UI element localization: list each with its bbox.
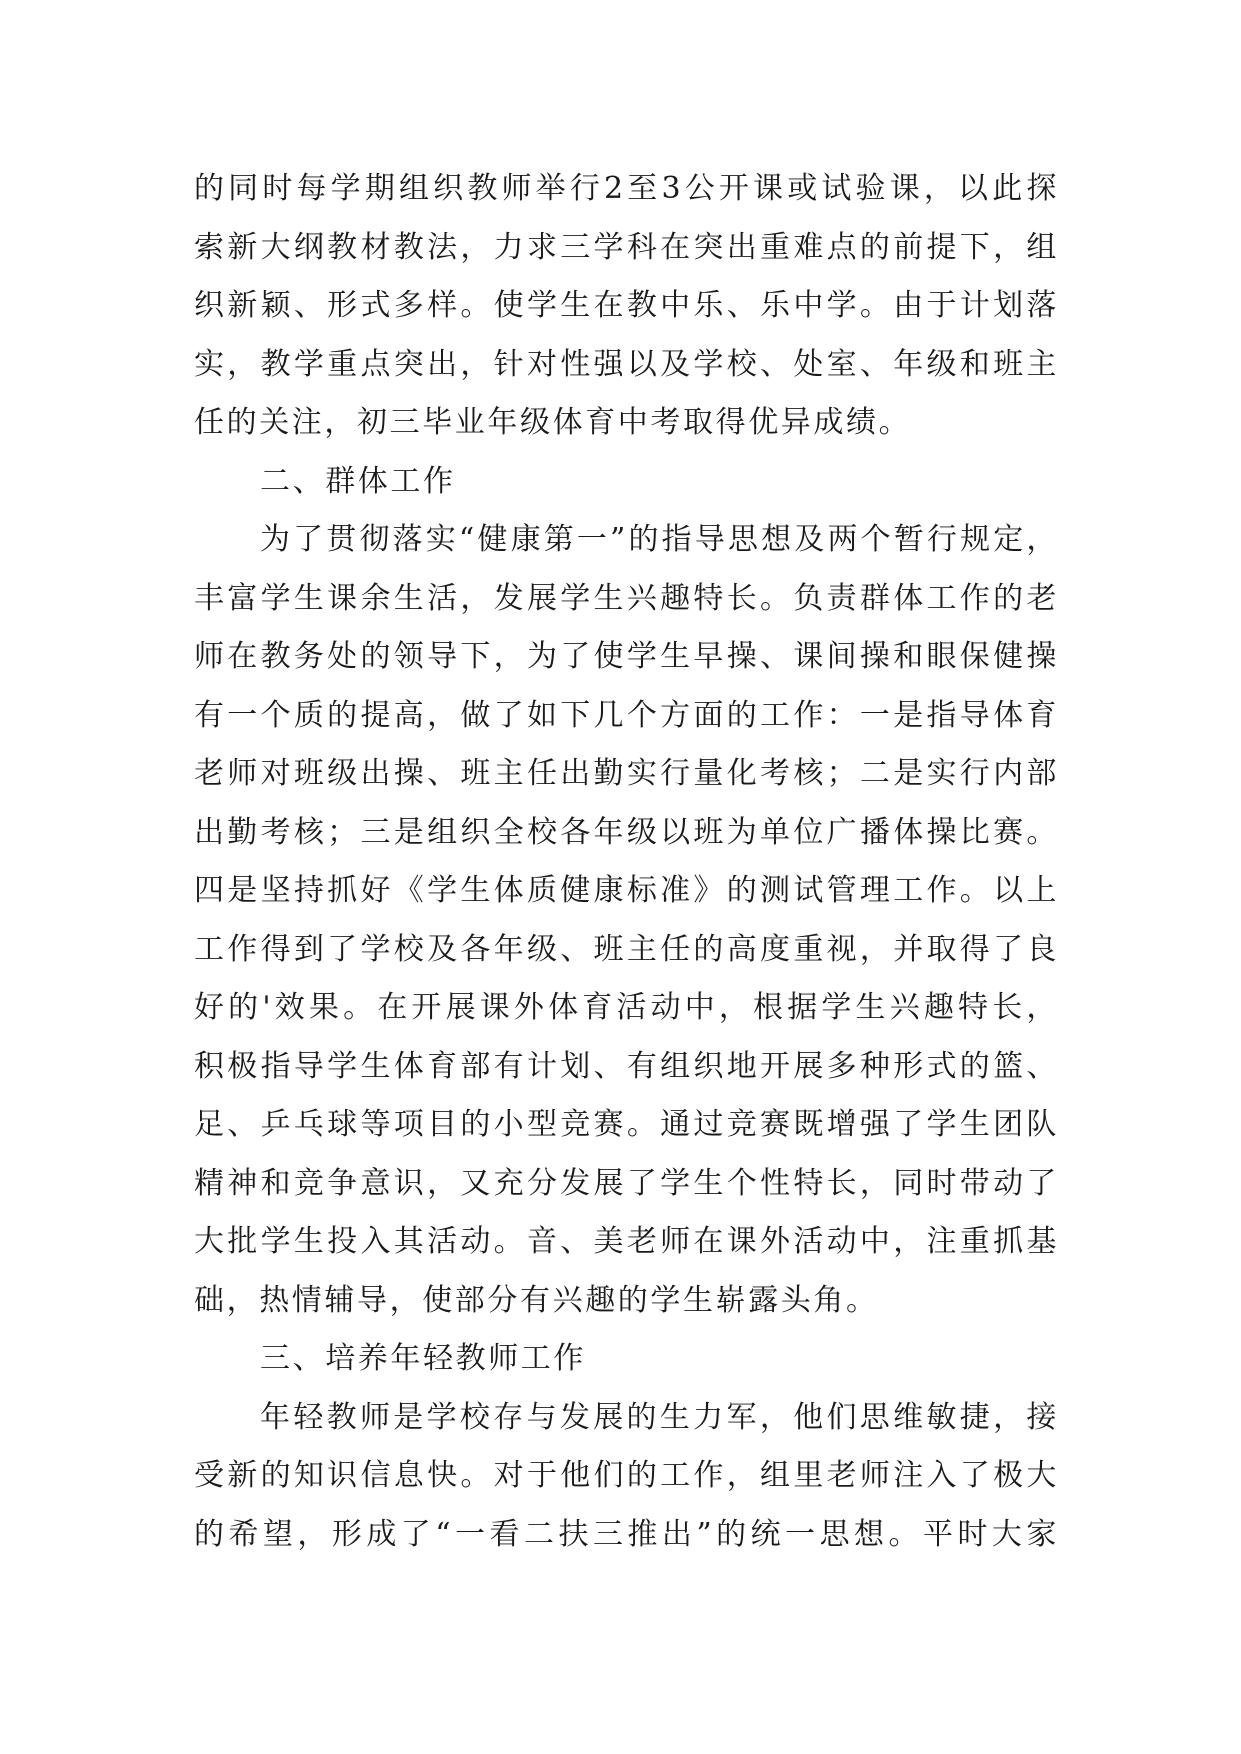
paragraph-line: 积极指导学生体育部有计划、有组织地开展多种形式的篮、 xyxy=(194,1048,1059,1084)
paragraph-line: 精神和竞争意识，又充分发展了学生个性特长，同时带动了 xyxy=(194,1165,1059,1201)
paragraph-line: 好的'效果。在开展课外体育活动中，根据学生兴趣特长， xyxy=(194,990,1059,1025)
document-body xyxy=(194,160,1059,1564)
paragraph-line: 任的关注，初三毕业年级体育中考取得优异成绩。 xyxy=(194,405,912,440)
paragraph-physical-education-teaching xyxy=(194,160,1059,453)
paragraph-line: 索新大纲教材教法，力求三学科在突出重难点的前提下，组 xyxy=(194,229,1059,265)
paragraph-line: 出勤考核；三是组织全校各年级以班为单位广播体操比赛。 xyxy=(194,814,1059,850)
paragraph-line: 础，热情辅导，使部分有兴趣的学生崭露头角。 xyxy=(194,1282,879,1318)
paragraph-line: 丰富学生课余生活，发展学生兴趣特长。负责群体工作的老 xyxy=(194,580,1059,616)
paragraph-line: 受新的知识信息快。对于他们的工作，组里老师注入了极大 xyxy=(194,1458,1059,1493)
paragraph-line: 工作得到了学校及各年级、班主任的高度重视，并取得了良 xyxy=(194,931,1059,967)
paragraph-line: 的希望，形成了“一看二扶三推出”的统一思想。平时大家 xyxy=(194,1516,1059,1552)
paragraph-line: 织新颖、形式多样。使学生在教中乐、乐中学。由于计划落 xyxy=(194,288,1059,323)
paragraph-young-teachers xyxy=(194,1389,1059,1565)
paragraph-line: 老师对班级出操、班主任出勤实行量化考核；二是实行内部 xyxy=(194,756,1059,791)
paragraph-line: 实，教学重点突出，针对性强以及学校、处室、年级和班主 xyxy=(194,346,1059,382)
paragraph-line: 四是坚持抓好《学生体质健康标准》的测试管理工作。以上 xyxy=(194,873,1059,908)
paragraph-line: 年轻教师是学校存与发展的生力军，他们思维敏捷，接 xyxy=(260,1399,1059,1435)
paragraph-line: 的同时每学期组织教师举行2至3公开课或试验课，以此探 xyxy=(194,171,1059,206)
paragraph-line: 师在教务处的领导下，为了使学生早操、课间操和眼保健操 xyxy=(194,639,1059,674)
paragraph-line: 大批学生投入其活动。音、美老师在课外活动中，注重抓基 xyxy=(194,1224,1059,1259)
paragraph-group-work xyxy=(194,511,1059,1330)
paragraph-line: 有一个质的提高，做了如下几个方面的工作：一是指导体育 xyxy=(194,697,1059,733)
paragraph-line: 为了贯彻落实“健康第一”的指导思想及两个暂行规定， xyxy=(260,522,1059,557)
section-heading-young-teachers: 三、培养年轻教师工作 xyxy=(260,1341,586,1376)
section-heading-group-work: 二、群体工作 xyxy=(260,463,456,499)
paragraph-line: 足、乒乓球等项目的小型竞赛。通过竞赛既增强了学生团队 xyxy=(194,1107,1059,1142)
